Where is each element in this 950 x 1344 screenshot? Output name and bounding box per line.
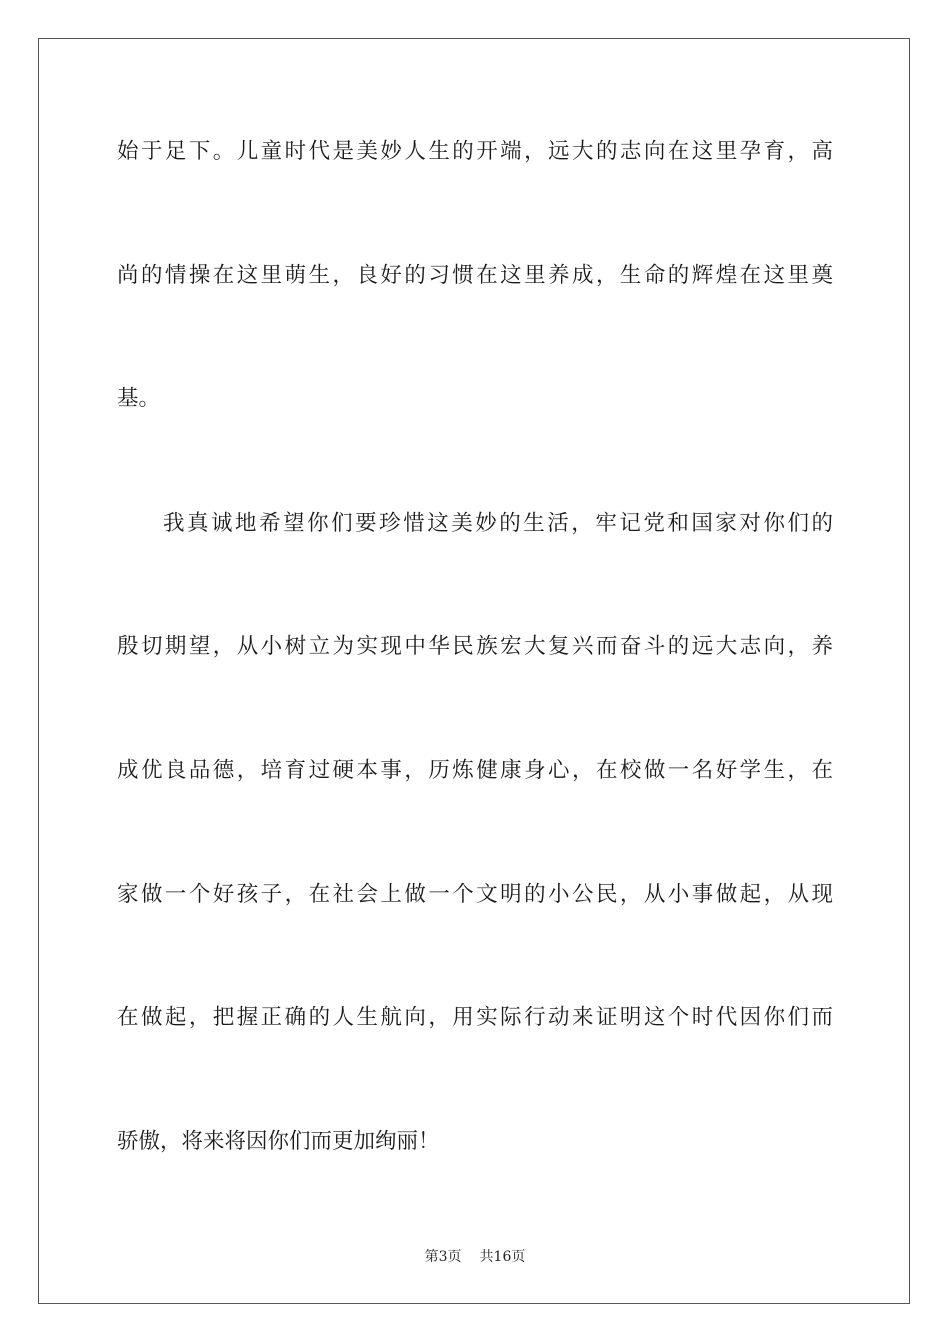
text-line: 在做起，把握正确的人生航向，用实际行动来证明这个时代因你们而: [117, 1005, 833, 1030]
page-border: [38, 38, 910, 1304]
paragraph-first-line: 我真诚地希望你们要珍惜这美妙的生活，牢记党和国家对你们的: [163, 511, 833, 536]
page-number: 第3页: [424, 1249, 462, 1265]
text-line: 始于足下。儿童时代是美妙人生的开端，远大的志向在这里孕育，高: [117, 139, 833, 164]
text-line: 基。: [117, 386, 161, 411]
text-line: 骄傲，将来将因你们而更加绚丽！: [117, 1129, 440, 1154]
page-footer: [0, 1246, 950, 1266]
text-line: 尚的情操在这里萌生，良好的习惯在这里养成，生命的辉煌在这里奠: [117, 263, 833, 288]
page-total: 共16页: [479, 1249, 526, 1265]
text-line: 殷切期望，从小树立为实现中华民族宏大复兴而奋斗的远大志向，养: [117, 634, 833, 659]
text-line: 家做一个好孩子，在社会上做一个文明的小公民，从小事做起，从现: [117, 882, 833, 907]
text-line: 成优良品德，培育过硬本事，历炼健康身心，在校做一名好学生，在: [117, 758, 833, 783]
